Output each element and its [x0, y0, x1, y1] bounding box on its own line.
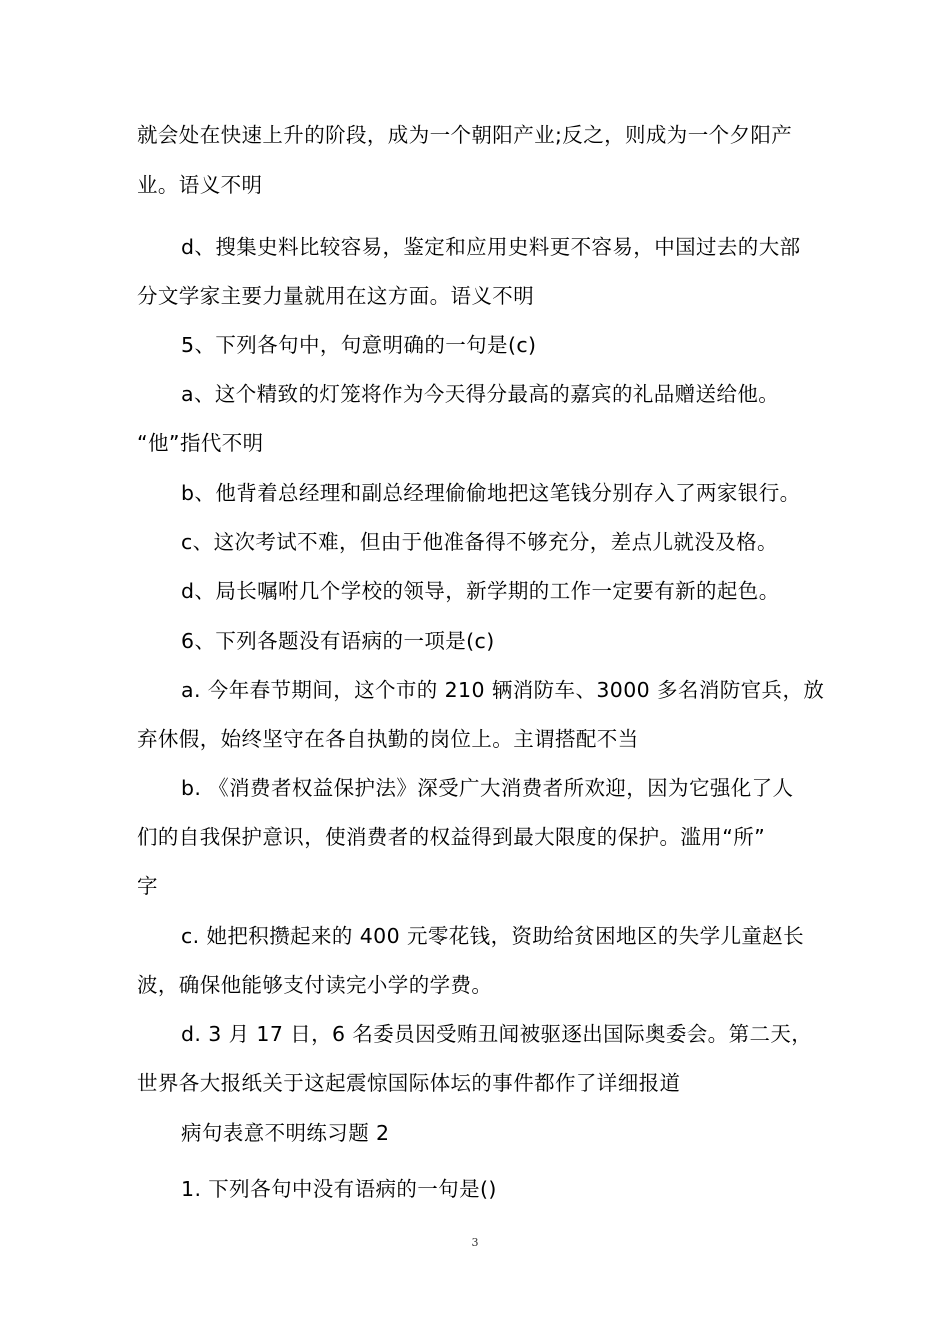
question-6-stem: 6、下列各题没有语病的一项是(c): [181, 629, 495, 653]
text-line: 业。语义不明: [137, 173, 263, 197]
option-d: d. 3 月 17 日，6 名委员因受贿丑闻被驱逐出国际奥委会。第二天，: [181, 1022, 813, 1046]
section-heading: 病句表意不明练习题 2: [181, 1121, 390, 1145]
text-line: 就会处在快速上升的阶段，成为一个朝阳产业;反之，则成为一个夕阳产: [137, 123, 793, 147]
text-line: 世界各大报纸关于这起震惊国际体坛的事件都作了详细报道: [137, 1071, 681, 1095]
option-a: a. 今年春节期间，这个市的 210 辆消防车、3000 多名消防官兵，放: [181, 678, 825, 702]
question-5-stem: 5、下列各句中，句意明确的一句是(c): [181, 333, 537, 357]
option-d: d、局长嘱咐几个学校的领导，新学期的工作一定要有新的起色。: [181, 579, 780, 603]
text-line: 波，确保他能够支付读完小学的学费。: [137, 973, 493, 997]
option-a: a、这个精致的灯笼将作为今天得分最高的嘉宾的礼品赠送给他。: [181, 382, 780, 406]
option-c: c、这次考试不难，但由于他准备得不够充分，差点儿就没及格。: [181, 530, 778, 554]
text-line: d、搜集史料比较容易，鉴定和应用史料更不容易，中国过去的大部: [181, 235, 801, 259]
option-b: b. 《消费者权益保护法》深受广大消费者所欢迎，因为它强化了人: [181, 776, 794, 800]
text-line: 们的自我保护意识，使消费者的权益得到最大限度的保护。滥用“所”: [137, 825, 766, 849]
text-line: “他”指代不明: [137, 431, 264, 455]
text-line: 分文学家主要力量就用在这方面。语义不明: [137, 284, 535, 308]
option-b: b、他背着总经理和副总经理偷偷地把这笔钱分别存入了两家银行。: [181, 481, 801, 505]
text-line: 弃休假，始终坚守在各自执勤的岗位上。主谓搭配不当: [137, 727, 639, 751]
option-c: c. 她把积攒起来的 400 元零花钱，资助给贫困地区的失学儿童赵长: [181, 924, 805, 948]
page-number: 3: [471, 1236, 479, 1249]
text-line: 字: [137, 874, 158, 898]
question-1-stem: 1. 下列各句中没有语病的一句是(): [181, 1177, 497, 1201]
